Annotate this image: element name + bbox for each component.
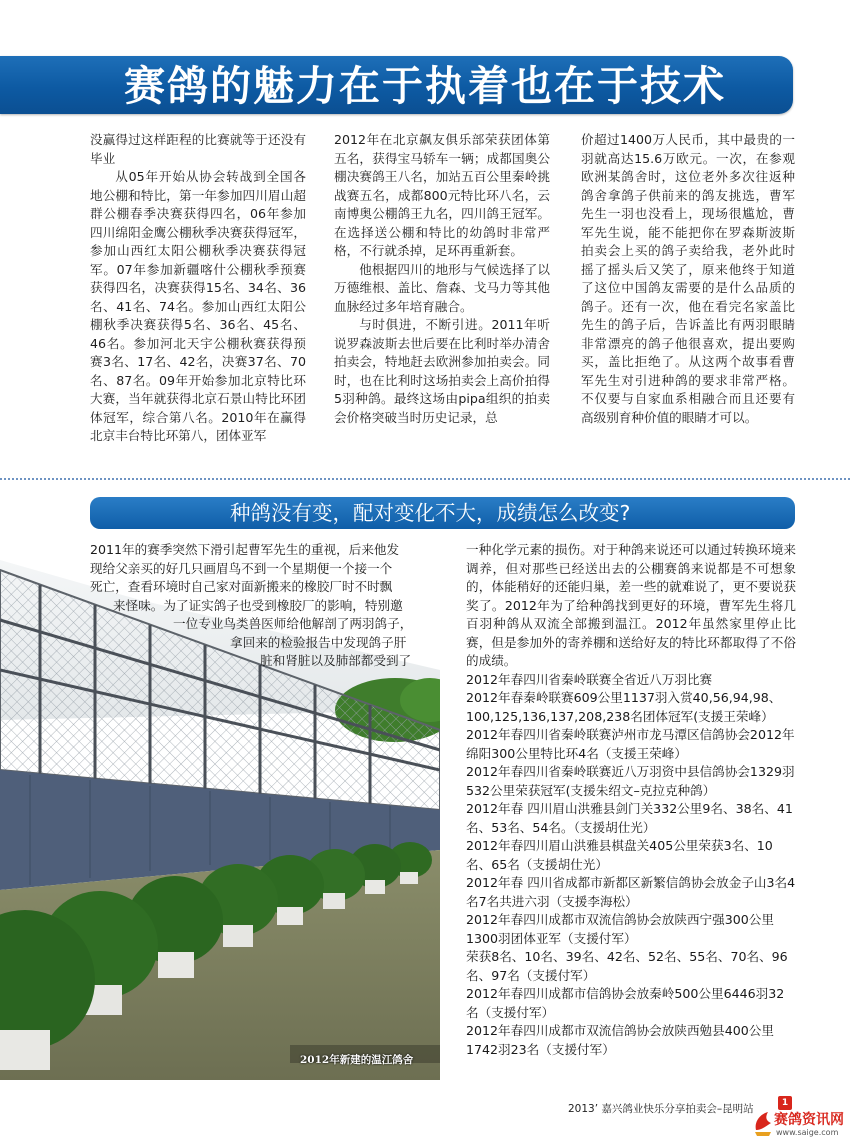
result-line: 2012年春 四川眉山洪雅县剑门关332公里9名、38名、41名、53名、54名。（支援胡仕光）	[466, 801, 793, 835]
paragraph: 价超过1400万人民币，其中最贵的一羽就高达15.6万欧元。一次，在参观欧洲某鸽舍时，这位老外多次往返种鸽舍拿鸽子供前来的鸽友挑选，曹军先生一羽也没看上，现场很尴尬，曹军先生说，能不能把你在罗森斯波斯拍卖会上买的鸽子卖给我，老外此时摇了摇头后又笑了，原来他终于知道了这位中国鸽友需要的是什么品质的鸽子。还有一次，他在看完名家盖比先生的鸽子后，告诉盖比有两羽眼睛非常漂亮的鸽子他很喜欢，提出要购买，盖比拒绝了。从这两个故事看曹军先生对引进种鸽的要求非常严格。不仅要与自家血系相融合而且还要有高级别育种价值的眼睛才可以。	[581, 132, 795, 425]
paragraph: 他根据四川的地形与气候选择了以万德维根、盖比、詹森、戈马力等其他血脉经过多年培育融合。	[334, 261, 550, 314]
section2-right-text	[466, 541, 796, 1059]
section-divider	[0, 478, 850, 480]
photo-caption: 2012年新建的温江鸽舍	[300, 1054, 414, 1066]
result-line: 2012年春四川成都市信鸽协会放秦岭500公里6446羽32名（支援付军）	[466, 986, 785, 1020]
section2-left-text	[90, 541, 440, 671]
result-line: 2012年春四川省秦岭联赛泸州市龙马潭区信鸽协会2012年绵阳300公里特比环4名（支援王荣峰）	[466, 727, 795, 761]
result-line: 2012年春秦岭联赛609公里1137羽入赏40,56,94,98、100,125,136,137,208,238名团体冠军(支援王荣峰）	[466, 690, 782, 724]
page-number: 1	[778, 1096, 792, 1110]
pigeon-logo-icon	[752, 1108, 774, 1138]
text-line: 脏和肾脏以及肺部都受到了	[260, 653, 412, 668]
text-line: 拿回来的检验报告中发现鸽子肝	[230, 634, 407, 650]
text-line: 现给父亲买的好几只画眉鸟不到一个星期便一个接一个	[90, 560, 393, 576]
article-column-3	[581, 131, 795, 427]
text-line: 2011年的赛季突然下滑引起曹军先生的重视，后来他发	[90, 542, 400, 557]
watermark-url: www.saige.com	[776, 1128, 839, 1137]
paragraph: 没赢得过这样距程的比赛就等于还没有毕业	[90, 132, 306, 166]
article-column-1	[90, 131, 306, 446]
site-watermark	[752, 1108, 848, 1142]
paragraph: 与时俱进，不断引进。2011年听说罗森波斯去世后要在比利时举办清舍拍卖会，特地赶去欧洲参加拍卖会。同时，也在比利时这场拍卖会上高价拍得5羽种鸽。最终这场由pipa组织的拍卖会价格突破当时历史记录，总	[334, 317, 550, 425]
section-heading: 种鸽没有变，配对变化不大，成绩怎么改变?	[230, 501, 631, 525]
paragraph: 从05年开始从协会转战到全国各地公棚和特比，第一年参加四川眉山超群公棚春季决赛获得四名，06年参加四川绵阳金鹰公棚秋季决赛获得冠军，参加山西红太阳公棚秋季决赛获得冠军。07年参加新疆喀什公棚秋季预赛获得四名，决赛获得15名、34名、36名、41名、74名。参加山西红太阳公棚秋季决赛获得5名、36名、45名、46名。参加河北天宇公棚秋赛获得预赛3名、17名、42名，决赛37名、70名、87名。09年开始参加北京特比环大赛，当年就获得北京石景山特比环团体冠军，综合第八名。2010年在赢得北京丰台特比环第八，团体亚军	[90, 169, 306, 443]
result-line: 2012年春四川成都市双流信鸽协会放陕西宁强300公里1300羽团体亚军（支援付军）	[466, 912, 774, 946]
text-line: 来怪味。为了证实鸽子也受到橡胶厂的影响，特别邀	[113, 597, 403, 613]
text-line: 死亡，查看环境时自己家对面新搬来的橡胶厂时不时飘	[90, 579, 393, 594]
result-line: 2012年春四川眉山洪雅县棋盘关405公里荣获3名、10名、65名（支援胡仕光）	[466, 838, 773, 872]
page-title: 赛鸽的魅力在于执着也在于技术	[124, 62, 726, 110]
result-line: 2012年春 四川省成都市新都区新繁信鸽协会放金子山3名4名7名共进六羽（支援李海松）	[466, 875, 796, 909]
result-line: 2012年春四川成都市双流信鸽协会放陕西勉县400公里1742羽23名（支援付军）	[466, 1023, 774, 1057]
footer-event: 2013’ 嘉兴鸽业快乐分享拍卖会–昆明站	[568, 1103, 754, 1115]
article-column-2	[334, 131, 550, 427]
text-line: 一位专业鸟类兽医师给他解剖了两羽鸽子，	[173, 616, 413, 631]
result-line: 2012年春四川省秦岭联赛近八万羽资中县信鸽协会1329羽532公里荣获冠军(支援朱绍文–克拉克种鸽）	[466, 764, 795, 798]
result-line: 荣获8名、10名、39名、42名、52名、55名、70名、96名、97名（支援付军）	[466, 949, 788, 983]
paragraph: 一种化学元素的损伤。对于种鸽来说还可以通过转换环境来调养，但对那些已经送出去的公棚赛鸽来说都是不可想象的，体能稍好的还能归巢，差一些的就难说了，更不要说获奖了。2012年为了给种鸽找到更好的环境，曹军先生将几百羽种鸽从双流全部搬到温江。2012年虽然家里停止比赛，但是参加外的寄养棚和送给好友的特比环都取得了不俗的成绩。	[466, 542, 796, 668]
result-line: 2012年春四川省秦岭联赛全省近八万羽比赛	[466, 671, 713, 687]
paragraph: 2012年在北京飙友俱乐部荣获团体第五名，获得宝马轿车一辆；成都国奥公棚决赛鸽王八名，加站五百公里秦岭挑战赛五名，成都800元特比环八名，云南博奥公棚鸽王九名，四川鸽王冠军。在选择送公棚和特比的幼鸽时非常严格，不行就杀掉，足环再重新套。	[334, 132, 550, 258]
watermark-name: 赛鸽资讯网	[774, 1112, 844, 1128]
